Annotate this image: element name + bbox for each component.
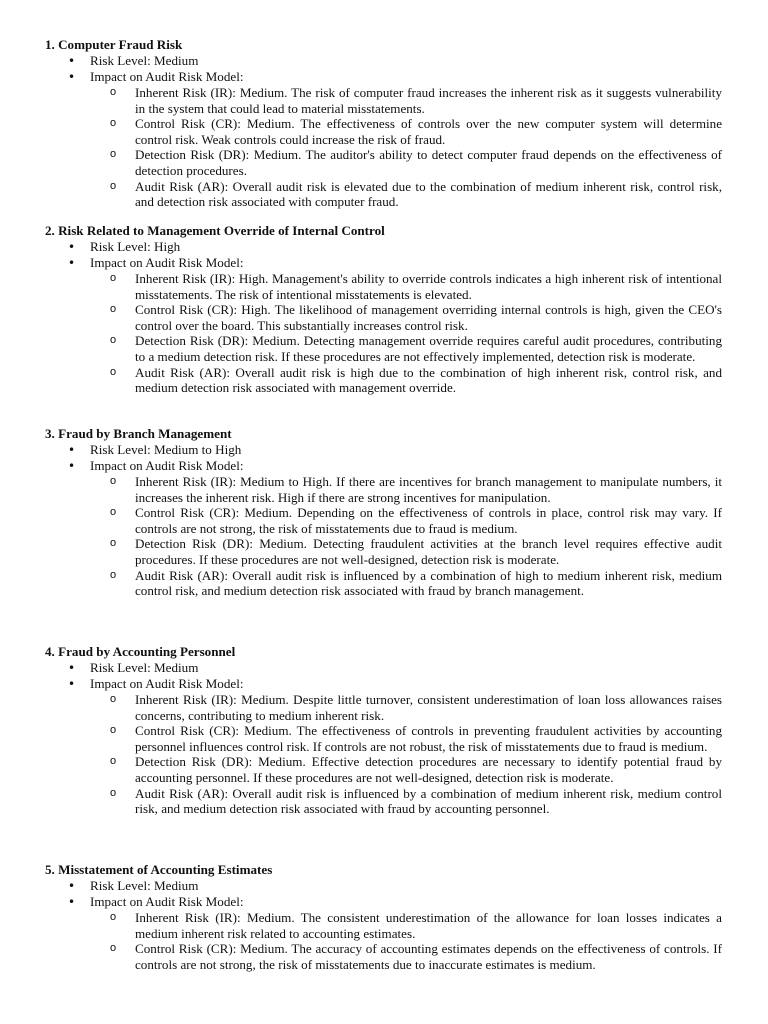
sub-item-inherent-risk: o Inherent Risk (IR): Medium to High. If there are incentives for branch management to manipulate numbers, it increases the inherent risk. High if there are strong incentives for manipulation. [135, 474, 722, 505]
sub-item-inherent-risk: o Inherent Risk (IR): Medium. The consistent underestimation of the allowance for loan losses indicates a medium inherent risk related to accounting estimates. [135, 910, 722, 941]
sub-item-detection-risk: o Detection Risk (DR): Medium. Detecting fraudulent activities at the branch level requires effective audit procedures. If these procedures are not well-designed, detection risk is moderate. [135, 536, 722, 567]
impact-label: • Impact on Audit Risk Model: [90, 458, 244, 473]
sub-item-audit-risk: o Audit Risk (AR): Overall audit risk is high due to the combination of high inherent risk, control risk, and medium detection risk associated with management override. [135, 365, 722, 396]
risk-level: • Risk Level: Medium [90, 660, 199, 675]
bullet-list [0, 53, 768, 210]
list-item [0, 676, 768, 817]
section-management-override [0, 223, 768, 396]
section-accounting-personnel-fraud [0, 644, 768, 817]
sub-list [90, 474, 768, 599]
impact-label: • Impact on Audit Risk Model: [90, 676, 244, 691]
list-item [0, 660, 768, 676]
sub-item-audit-risk: o Audit Risk (AR): Overall audit risk is influenced by a combination of high to medium inherent risk, medium control risk, and medium detection risk associated with fraud by branch management. [135, 568, 722, 599]
section-heading: 5. Misstatement of Accounting Estimates [45, 862, 273, 877]
risk-level: • Risk Level: Medium [90, 878, 199, 893]
sub-item-audit-risk: o Audit Risk (AR): Overall audit risk is elevated due to the combination of medium inherent risk, control risk, and detection risk associated with computer fraud. [135, 179, 722, 210]
sub-item-inherent-risk: o Inherent Risk (IR): Medium. The risk of computer fraud increases the inherent risk as it suggests vulnerability in the system that could lead to material misstatements. [135, 85, 722, 116]
sub-item-control-risk: o Control Risk (CR): Medium. The effectiveness of controls over the new computer system will determine control risk. Weak controls could increase the risk of fraud. [135, 116, 722, 147]
list-item [0, 442, 768, 458]
section-heading: 2. Risk Related to Management Override of Internal Control [45, 223, 385, 238]
bullet-list [0, 878, 768, 972]
risk-level: • Risk Level: Medium [90, 53, 199, 68]
section-heading: 4. Fraud by Accounting Personnel [45, 644, 236, 659]
impact-label: • Impact on Audit Risk Model: [90, 255, 244, 270]
sub-item-control-risk: o Control Risk (CR): High. The likelihood of management overriding internal controls is high, given the CEO's control over the board. This substantially increases control risk. [135, 302, 722, 333]
risk-level: • Risk Level: Medium to High [90, 442, 242, 457]
sub-list [90, 910, 768, 972]
impact-label: • Impact on Audit Risk Model: [90, 894, 244, 909]
bullet-list [0, 442, 768, 599]
bullet-list [0, 660, 768, 817]
sub-list [90, 271, 768, 396]
sub-item-detection-risk: o Detection Risk (DR): Medium. The auditor's ability to detect computer fraud depends on the effectiveness of detection procedures. [135, 147, 722, 178]
impact-label: • Impact on Audit Risk Model: [90, 69, 244, 84]
bullet-list [0, 239, 768, 396]
sub-list [90, 85, 768, 210]
section-heading: 1. Computer Fraud Risk [45, 37, 183, 52]
risk-level: • Risk Level: High [90, 239, 181, 254]
list-item [0, 894, 768, 972]
section-branch-management-fraud [0, 426, 768, 599]
list-item [0, 878, 768, 894]
section-accounting-estimates [0, 862, 768, 972]
list-item [0, 458, 768, 599]
sub-item-detection-risk: o Detection Risk (DR): Medium. Effective detection procedures are necessary to identify potential fraud by accounting personnel. If these procedures are not well-designed, detection risk is moderate. [135, 754, 722, 785]
list-item [0, 239, 768, 255]
sub-item-control-risk: o Control Risk (CR): Medium. Depending on the effectiveness of controls in place, control risk may vary. If controls are not strong, the risk of misstatements due to fraud is medium. [135, 505, 722, 536]
list-item [0, 69, 768, 210]
sub-item-inherent-risk: o Inherent Risk (IR): High. Management's ability to override controls indicates a high inherent risk of intentional misstatements. The risk of intentional misstatements is elevated. [135, 271, 722, 302]
section-heading: 3. Fraud by Branch Management [45, 426, 232, 441]
sub-list [90, 692, 768, 817]
sub-item-control-risk: o Control Risk (CR): Medium. The effectiveness of controls in preventing fraudulent activities by accounting personnel influences control risk. If controls are not robust, the risk of misstatements due to fraud is medium. [135, 723, 722, 754]
section-computer-fraud-risk [0, 37, 768, 210]
sub-item-control-risk: o Control Risk (CR): Medium. The accuracy of accounting estimates depends on the effectiveness of controls. If controls are not strong, the risk of misstatements due to inaccurate estimates is medium. [135, 941, 722, 972]
list-item [0, 255, 768, 396]
sub-item-detection-risk: o Detection Risk (DR): Medium. Detecting management override requires careful audit procedures, contributing to a medium detection risk. If these procedures are not effectively implemented, detection risk is moderate. [135, 333, 722, 364]
list-item [0, 53, 768, 69]
sub-item-audit-risk: o Audit Risk (AR): Overall audit risk is influenced by a combination of medium inherent risk, medium control risk, and medium detection risk associated with fraud by accounting personnel. [135, 786, 722, 817]
sub-item-inherent-risk: o Inherent Risk (IR): Medium. Despite little turnover, consistent underestimation of loan loss allowances raises concerns, contributing to medium inherent risk. [135, 692, 722, 723]
